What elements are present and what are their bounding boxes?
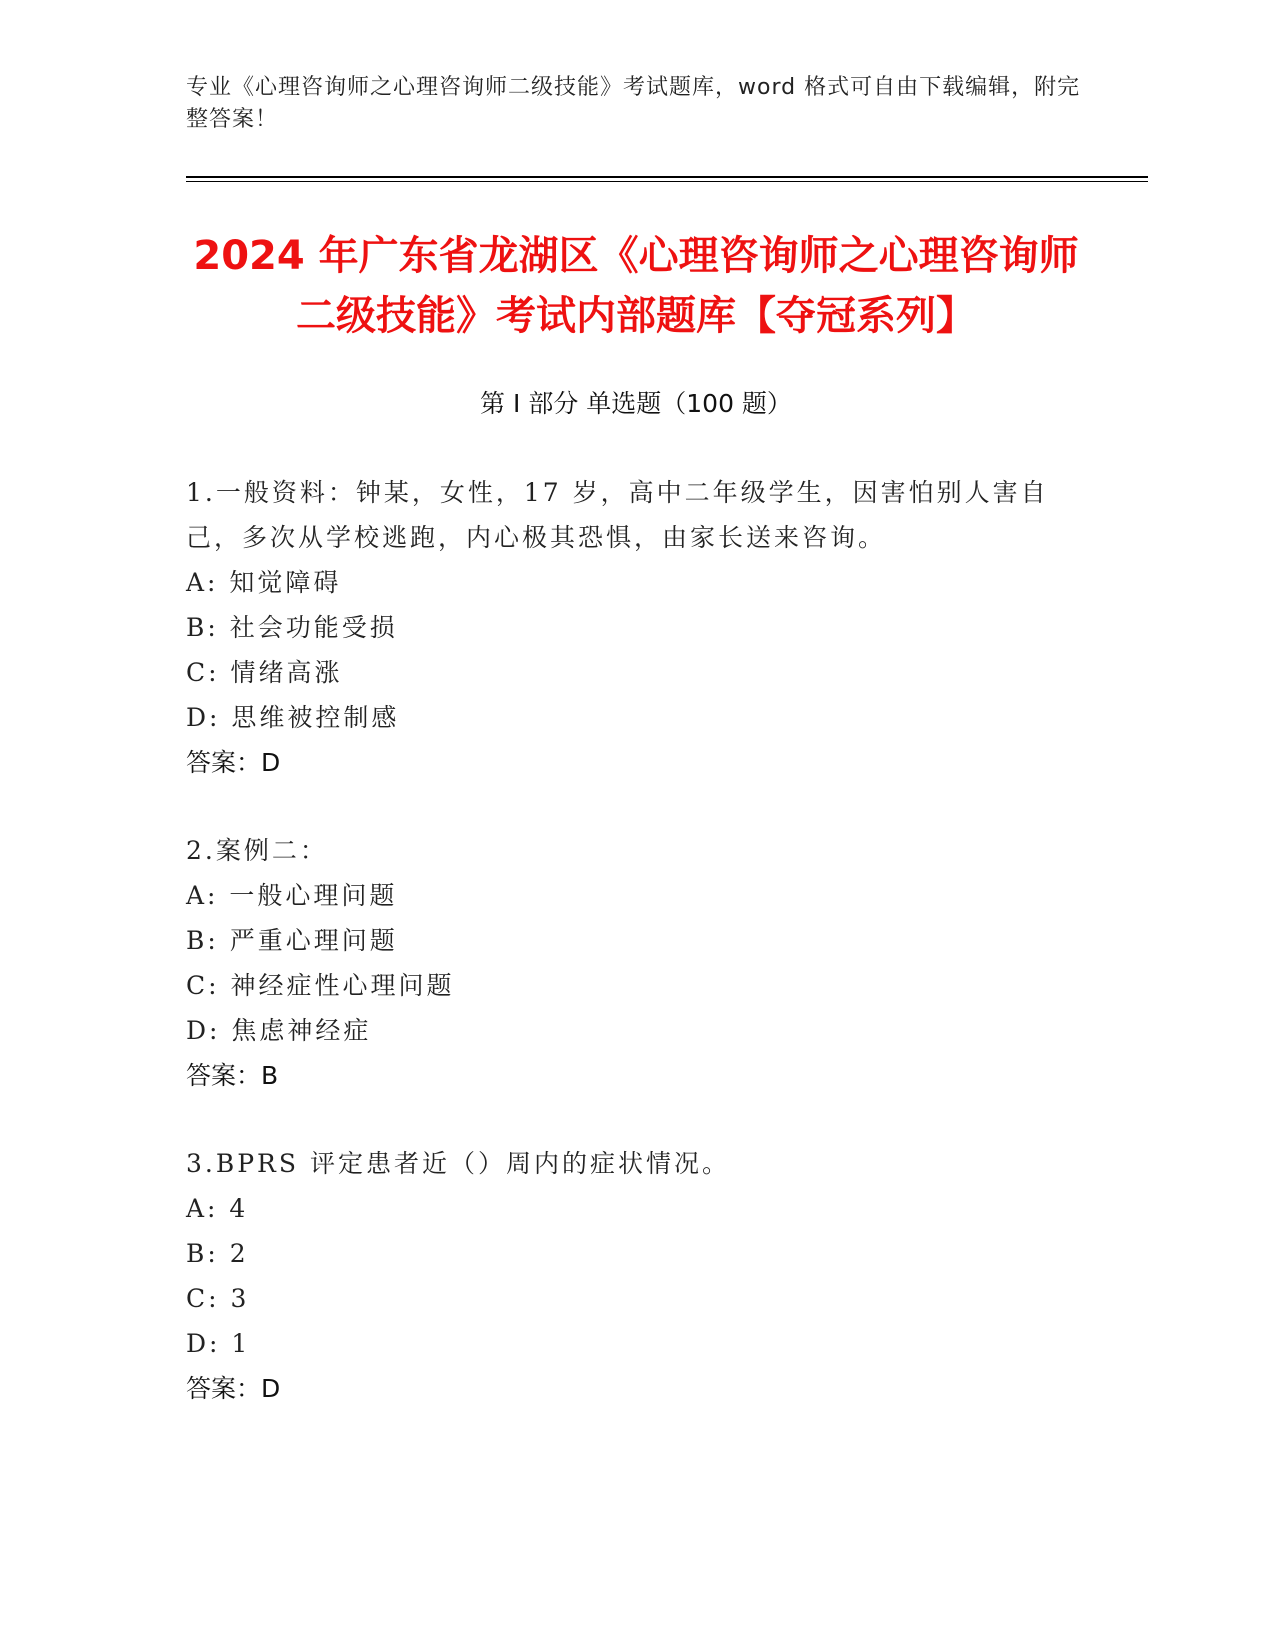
question-list (186, 470, 1056, 1454)
question-2 (186, 828, 1056, 1098)
option-b: B: 2 (186, 1239, 249, 1268)
option-d: D: 焦虑神经症 (186, 1016, 372, 1045)
question-stem: 3.BPRS 评定患者近（）周内的症状情况。 (186, 1149, 730, 1178)
option-d: D: 思维被控制感 (186, 703, 400, 732)
question-stem: 1.一般资料：钟某，女性，17 岁，高中二年级学生，因害怕别人害自己，多次从学校逃跑，内心极其恐惧，由家长送来咨询。 (186, 478, 1049, 552)
option-a: A: 一般心理问题 (186, 881, 398, 910)
answer-line: 答案：D (186, 748, 281, 777)
section-heading: 第 I 部分 单选题（100 题） (480, 389, 792, 418)
document-title: 2024 年广东省龙湖区《心理咨询师之心理咨询师二级技能》考试内部题库【夺冠系列】 (193, 233, 1079, 339)
question-1 (186, 470, 1056, 785)
option-c: C: 情绪高涨 (186, 658, 343, 687)
option-a: A: 知觉障碍 (186, 568, 342, 597)
option-b: B: 严重心理问题 (186, 926, 398, 955)
option-c: C: 3 (186, 1284, 250, 1313)
option-b: B: 社会功能受损 (186, 613, 398, 642)
header-divider-thick (186, 176, 1148, 178)
header-note: 专业《心理咨询师之心理咨询师二级技能》考试题库，word 格式可自由下载编辑，附完整答案！ (186, 75, 1081, 132)
answer-line: 答案：D (186, 1374, 281, 1403)
question-3 (186, 1141, 1056, 1411)
header-divider-thin (186, 181, 1148, 182)
question-stem: 2.案例二： (186, 836, 328, 865)
option-a: A: 4 (186, 1194, 249, 1223)
option-d: D: 1 (186, 1329, 251, 1358)
option-c: C: 神经症性心理问题 (186, 971, 455, 1000)
answer-line: 答案：B (186, 1061, 279, 1090)
